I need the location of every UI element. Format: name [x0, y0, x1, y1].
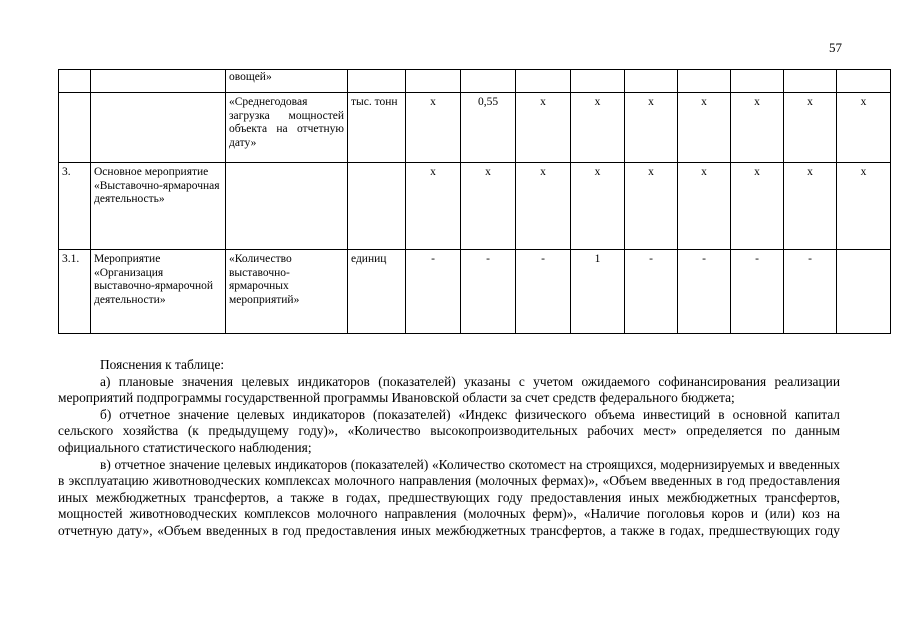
table-row — [59, 250, 891, 334]
value-cell: 1 — [571, 250, 625, 334]
value-cell: x — [406, 163, 461, 250]
value-cell — [837, 70, 891, 93]
note-item-a: а) плановые значения целевых индикаторов (показателей) указаны с учетом ожидаемого софинансирования реализации мероприятий подпрограммы государственной программы Ивановской области за счет средств федерального бюджета; — [58, 373, 840, 406]
value-cell: x — [406, 93, 461, 163]
value-cell: - — [784, 250, 837, 334]
row-number-cell: 3. — [59, 163, 91, 250]
value-cell: x — [516, 163, 571, 250]
indicator-cell: «Среднегодовая загрузка мощностей объекта на отчетную дату» — [226, 93, 348, 163]
indicators-table — [58, 69, 891, 334]
value-cell — [837, 250, 891, 334]
table-row — [59, 70, 891, 93]
value-cell: x — [837, 163, 891, 250]
value-cell: x — [625, 163, 678, 250]
value-cell: x — [784, 163, 837, 250]
value-cell — [678, 70, 731, 93]
value-cell: x — [678, 163, 731, 250]
value-cell: - — [731, 250, 784, 334]
value-cell — [406, 70, 461, 93]
unit-cell: единиц — [348, 250, 406, 334]
page-number: 57 — [829, 40, 842, 55]
unit-cell: тыс. тонн — [348, 93, 406, 163]
value-cell: x — [731, 93, 784, 163]
event-cell — [91, 93, 226, 163]
value-cell: x — [678, 93, 731, 163]
indicator-cell: овощей» — [226, 70, 348, 93]
unit-cell — [348, 163, 406, 250]
table-row — [59, 163, 891, 250]
value-cell — [731, 70, 784, 93]
value-cell — [516, 70, 571, 93]
note-item-v: в) отчетное значение целевых индикаторов (показателей) «Количество скотомест на строящихся, модернизируемых и введенных в эксплуатацию животноводческих комплексах молочного направления (молочных фермах)», «Объем введенных в год предоставления иных межбюджетных трансфертов, а также в годах, предшествующих году предоставления иных межбюджетных трансфертов, мощностей животноводческих комплексов молочного направления (молочных ферм)», «Наличие поголовья коров и (или) коз на отчетную дату», «Объем введенных в год предоставления иных межбюджетных трансфертов, а также в годах, предшествующих году — [58, 456, 840, 538]
indicator-cell: «Количество выставочно-ярмарочных мероприятий» — [226, 250, 348, 334]
value-cell: - — [678, 250, 731, 334]
table-notes — [58, 357, 840, 540]
value-cell: - — [625, 250, 678, 334]
value-cell: x — [731, 163, 784, 250]
event-cell: Мероприятие «Организация выставочно-ярмарочной деятельности» — [91, 250, 226, 334]
indicator-cell — [226, 163, 348, 250]
table-body — [59, 70, 891, 334]
note-item-b: б) отчетное значение целевых индикаторов (показателей) «Индекс физического объема инвестиций в основной капитал сельского хозяйства (к предыдущему году)», «Количество высокопроизводительных рабочих мест» определяется по данным официального статистического наблюдения; — [58, 406, 840, 455]
value-cell: x — [837, 93, 891, 163]
row-number-cell — [59, 93, 91, 163]
value-cell: - — [406, 250, 461, 334]
value-cell: x — [784, 93, 837, 163]
event-cell — [91, 70, 226, 93]
value-cell: x — [516, 93, 571, 163]
value-cell: x — [571, 93, 625, 163]
row-number-cell: 3.1. — [59, 250, 91, 334]
value-cell: 0,55 — [461, 93, 516, 163]
value-cell: - — [516, 250, 571, 334]
value-cell — [784, 70, 837, 93]
value-cell: x — [461, 163, 516, 250]
row-number-cell — [59, 70, 91, 93]
unit-cell — [348, 70, 406, 93]
value-cell: x — [571, 163, 625, 250]
value-cell: x — [625, 93, 678, 163]
table-row — [59, 93, 891, 163]
value-cell: - — [461, 250, 516, 334]
value-cell — [571, 70, 625, 93]
value-cell — [461, 70, 516, 93]
notes-heading: Пояснения к таблице: — [100, 357, 225, 372]
value-cell — [625, 70, 678, 93]
event-cell: Основное мероприятие «Выставочно-ярмарочная деятельность» — [91, 163, 226, 250]
